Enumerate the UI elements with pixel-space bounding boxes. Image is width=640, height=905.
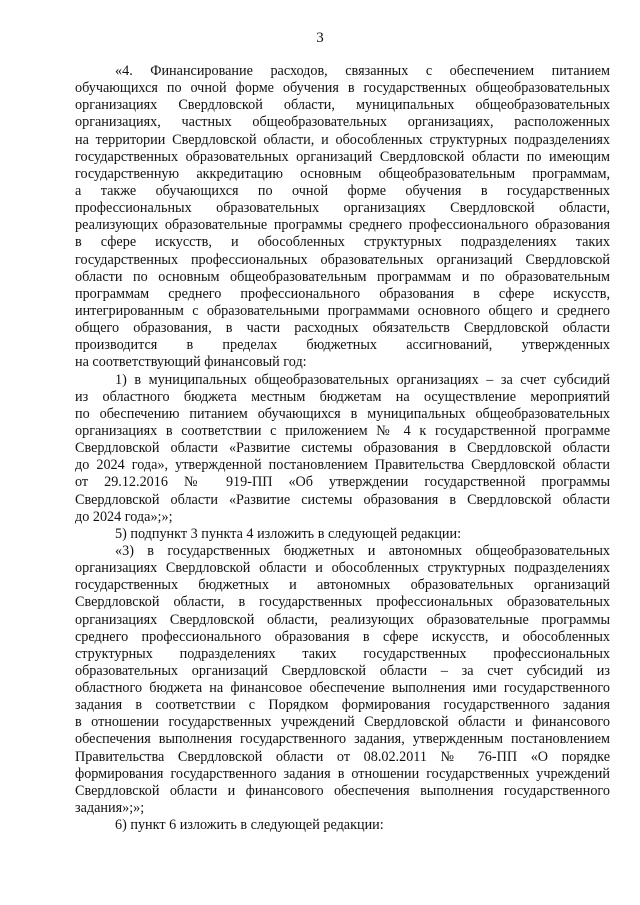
text-line: организациях Свердловской области и обособленных структурных подразделениях — [75, 560, 610, 577]
text-line: 6) пункт 6 изложить в следующей редакции: — [115, 817, 384, 834]
document-body — [75, 63, 610, 834]
text-line: организациях Свердловской области, реализующих образовательные программы — [75, 611, 610, 628]
paragraph-item6 — [75, 817, 610, 834]
page-number: 3 — [316, 30, 324, 46]
text-line: до 2024 года»;»; — [75, 508, 173, 525]
text-line: производится в пределах бюджетных ассигнований, утвержденных — [75, 337, 610, 354]
text-line: областного бюджета на финансовое обеспечение выполнения ими государственного — [75, 680, 610, 697]
text-line: из областного бюджета местным бюджетам на осуществление мероприятий — [75, 388, 610, 405]
text-line: структурных подразделениях таких государственных профессиональных — [75, 645, 610, 662]
text-line: Свердловской области «Развитие системы образования в Свердловской области — [75, 440, 610, 457]
text-line: в сфере искусств, и обособленных структурных подразделениях таких — [75, 234, 610, 251]
text-line: «3) в государственных бюджетных и автономных общеобразовательных — [115, 542, 610, 559]
text-line: обеспечения выполнения государственного задания, утвержденным постановлением — [75, 731, 610, 748]
text-line: Свердловской области и финансового обеспечения выполнения государственного — [75, 782, 610, 799]
text-line: задания»;»; — [75, 800, 145, 817]
text-line: по обеспечению питанием обучающихся в муниципальных общеобразовательных — [75, 405, 610, 422]
text-line: организациях Свердловской области, муниципальных общеобразовательных — [75, 97, 610, 114]
text-line: на территории Свердловской области, и обособленных структурных подразделениях — [75, 131, 610, 148]
text-line: среднего профессионального образования в сфере искусств, и обособленных — [75, 628, 610, 645]
text-line: формирования государственного задания в отношении государственных учреждений — [75, 765, 610, 782]
text-line: государственную аккредитацию основным общеобразовательным программам, — [75, 165, 610, 182]
text-line: образовательных организаций Свердловской области – за счет субсидий из — [75, 662, 610, 679]
text-line: задания в соответствии с Порядком формирования государственного задания — [75, 697, 610, 714]
paragraph-p4-financing — [75, 63, 610, 372]
text-line: до 2024 года», утвержденной постановлением Правительства Свердловской области — [75, 457, 610, 474]
text-line: 1) в муниципальных общеобразовательных организациях – за счет субсидий — [115, 371, 610, 388]
paragraph-subitem3 — [75, 543, 610, 817]
text-line: обучающихся по очной форме обучения в государственных общеобразовательных — [75, 80, 610, 97]
text-line: Свердловской области, в государственных профессиональных образовательных — [75, 594, 610, 611]
text-line: в отношении государственных учреждений Свердловской области и финансового — [75, 714, 610, 731]
text-line: организациях в соответствии с приложением № 4 к государственной программе — [75, 422, 610, 439]
text-line: реализующих образовательные программы среднего профессионального образования — [75, 217, 610, 234]
text-line: интегрированным с образовательными программами основного общего и среднего — [75, 302, 610, 319]
text-line: общего образования, в части расходных обязательств Свердловской области — [75, 320, 610, 337]
text-line: государственных профессиональных образовательных организаций Свердловской — [75, 251, 610, 268]
text-line: профессиональных образовательных организациях Свердловской области, — [75, 200, 610, 217]
text-line: государственных бюджетных и автономных образовательных организаций — [75, 577, 610, 594]
text-line: а также обучающихся по очной форме обучения в государственных — [75, 182, 610, 199]
text-line: государственных образовательных организаций Свердловской области по имеющим — [75, 148, 610, 165]
text-line: Свердловской области «Развитие системы образования в Свердловской области — [75, 491, 610, 508]
text-line: 5) подпункт 3 пункта 4 изложить в следующей редакции: — [115, 525, 462, 542]
text-line: от 29.12.2016 № 919-ПП «Об утверждении государственной программы — [75, 474, 610, 491]
text-line: области по основным общеобразовательным программам и по образовательным — [75, 268, 610, 285]
text-line: программам среднего профессионального образования в сфере искусств, — [75, 285, 610, 302]
text-line: «4. Финансирование расходов, связанных с обеспечением питанием — [115, 63, 610, 79]
text-line: Правительства Свердловской области от 08.02.2011 № 76-ПП «О порядке — [75, 748, 610, 765]
text-line: организациях, частных общеобразовательных организациях, расположенных — [75, 114, 610, 131]
paragraph-item5 — [75, 526, 610, 543]
text-line: на соответствующий финансовый год: — [75, 354, 307, 371]
paragraph-p4-item1 — [75, 372, 610, 526]
